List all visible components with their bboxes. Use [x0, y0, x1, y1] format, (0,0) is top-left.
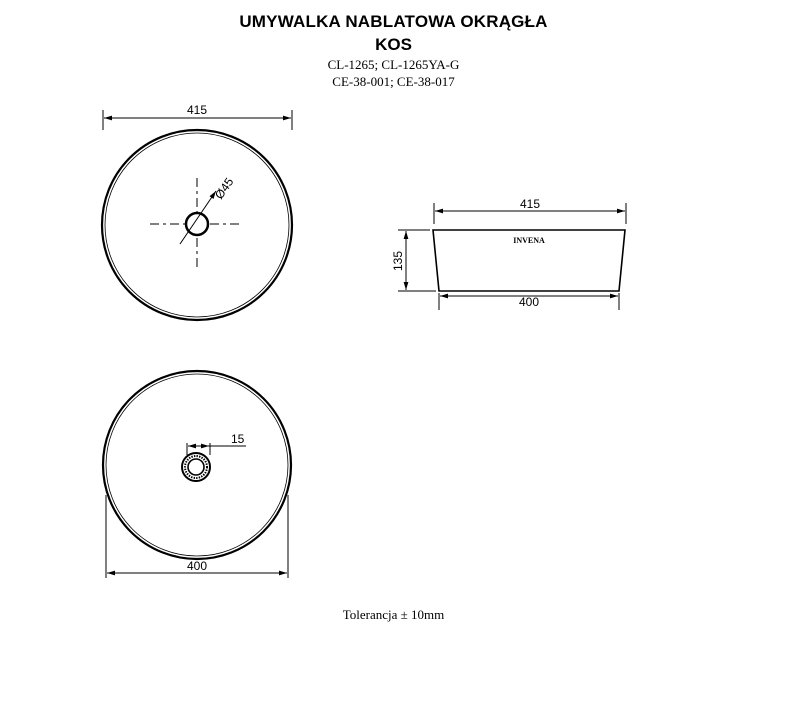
tolerance-note: Tolerancja ± 10mm: [342, 607, 445, 622]
side-view-height-label: 135: [391, 250, 405, 272]
product-codes-line-1: CL-1265; CL-1265YA-G: [327, 57, 460, 72]
drain-hole: [186, 213, 208, 235]
top-view-outer-diameter-label: 415: [186, 103, 208, 117]
drain-inner-ring: [188, 459, 204, 475]
model-name: KOS: [375, 35, 412, 54]
product-codes-line-2: CE-38-001; CE-38-017: [332, 74, 455, 89]
side-view-top-width-label: 415: [519, 197, 541, 211]
top-view: [102, 103, 292, 320]
bottom-view-diameter-label: 400: [186, 559, 208, 573]
drain-diameter-label: Ø45: [211, 175, 237, 202]
brand-logo: INVENA: [513, 236, 545, 245]
side-view-bottom-width-label: 400: [518, 295, 540, 309]
wall-thickness-label: 15: [231, 432, 245, 446]
drawing-title: UMYWALKA NABLATOWA OKRĄGŁA: [239, 12, 548, 31]
bottom-view: [103, 371, 291, 578]
side-view: [391, 197, 626, 310]
